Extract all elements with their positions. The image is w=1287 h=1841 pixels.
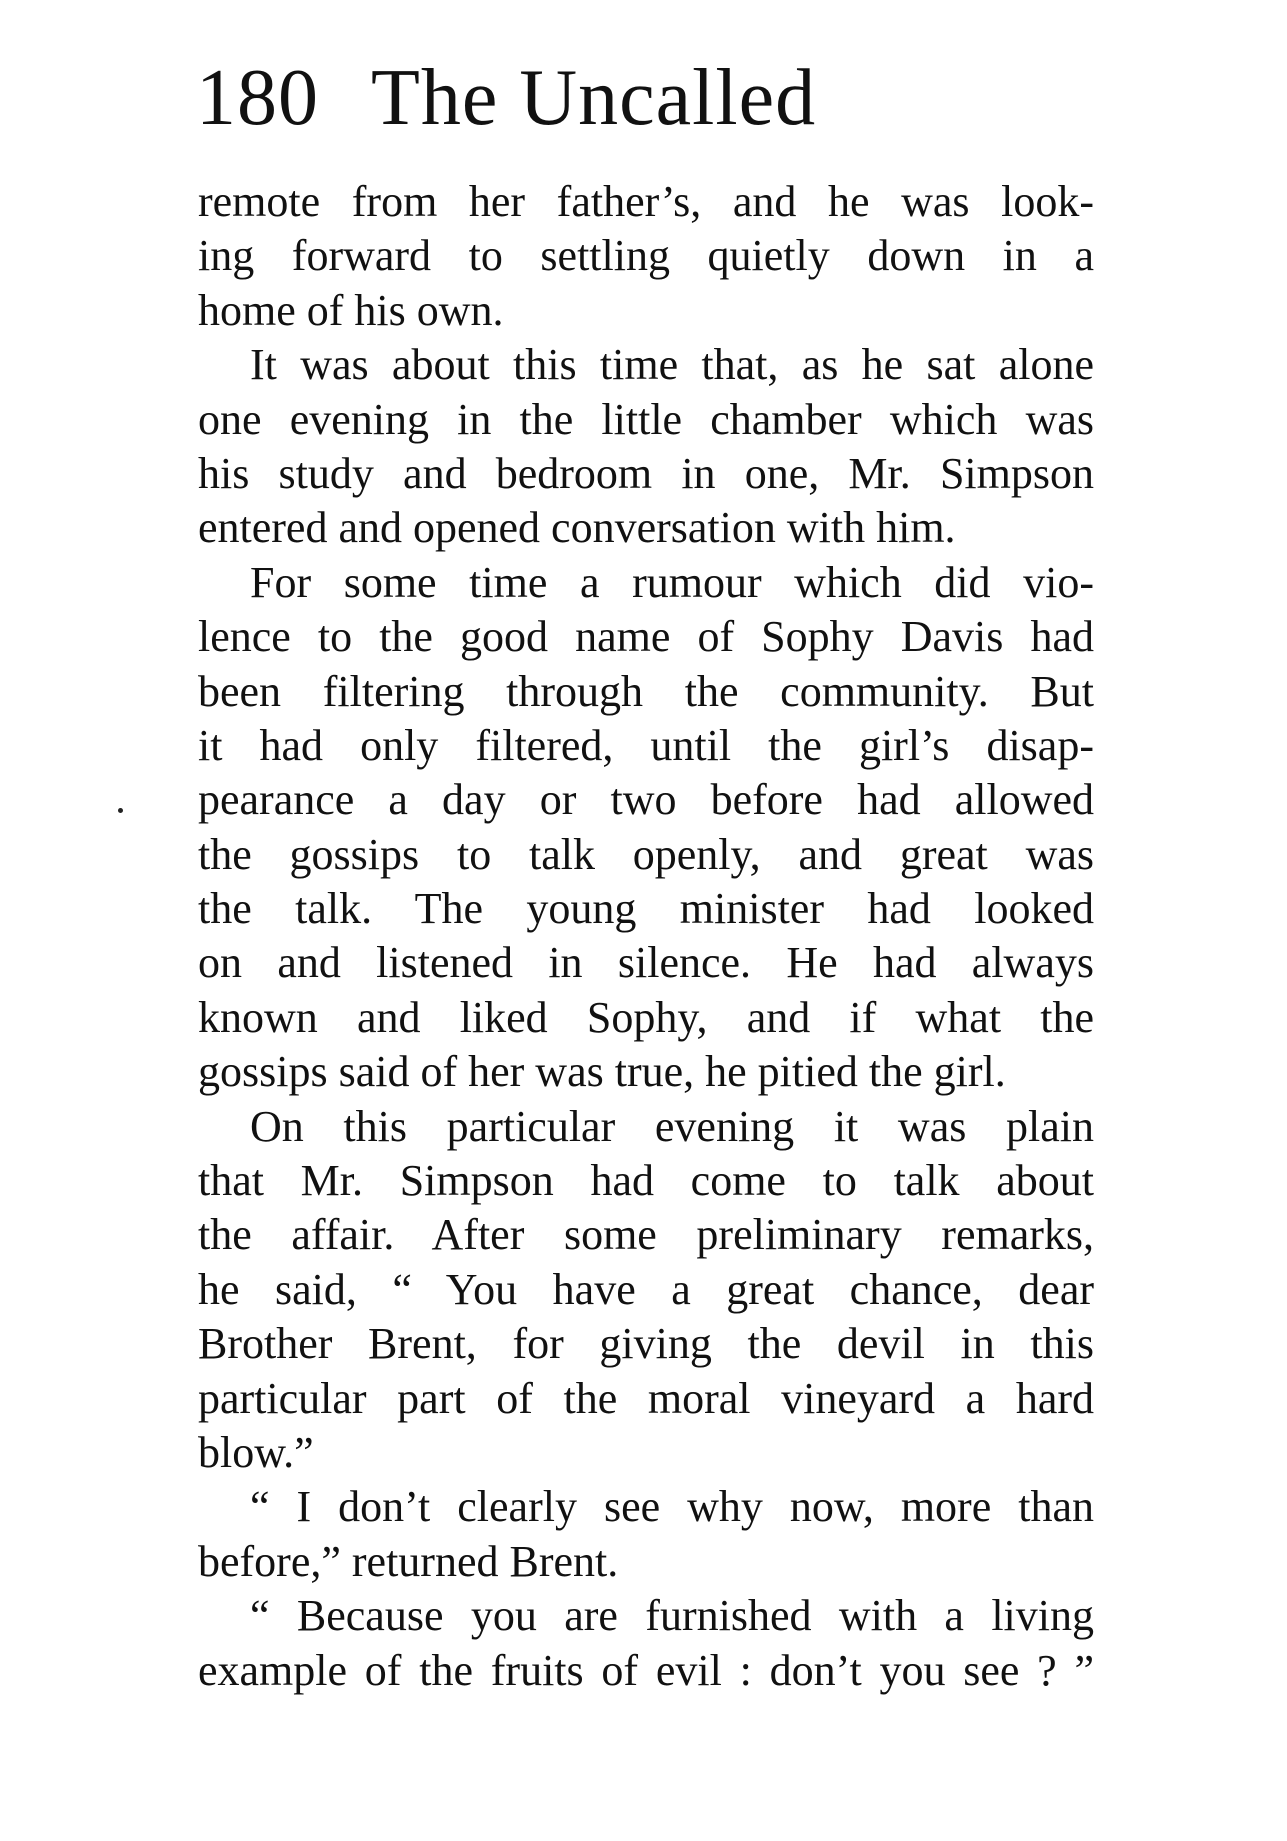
text-line: particular part of the moral vineyard a hard — [198, 1373, 1094, 1423]
text-line: ing forward to settling quietly down in a — [198, 231, 1094, 281]
text-line: been filtering through the community. But — [198, 666, 1094, 716]
text-line: before,” returned Brent. — [198, 1536, 619, 1586]
text-line: he said, “ You have a great chance, dear — [198, 1264, 1094, 1314]
text-line: Brother Brent, for giving the devil in this — [198, 1319, 1094, 1369]
text-line: it had only filtered, until the girl’s disap- — [198, 720, 1094, 770]
text-line: known and liked Sophy, and if what the — [198, 992, 1094, 1042]
text-line: entered and opened conversation with him. — [198, 503, 956, 553]
text-line: lence to the good name of Sophy Davis had — [198, 612, 1094, 662]
text-line: For some time a rumour which did vio- — [250, 557, 1094, 607]
text-line: On this particular evening it was plain — [250, 1101, 1094, 1151]
text-line: one evening in the little chamber which was — [198, 394, 1094, 444]
scan-speck — [118, 808, 123, 813]
text-line: gossips said of her was true, he pitied the girl. — [198, 1047, 1006, 1097]
text-line: remote from her father’s, and he was look- — [198, 177, 1094, 226]
text-line: pearance a day or two before had allowed — [198, 775, 1094, 825]
body-text — [198, 175, 1094, 1698]
page-number: 180 — [196, 54, 319, 142]
text-line: the affair. After some preliminary remarks, — [198, 1210, 1094, 1260]
text-line: the talk. The young minister had looked — [198, 884, 1094, 934]
text-line: “ Because you are furnished with a living — [250, 1591, 1094, 1641]
text-line: It was about this time that, as he sat alone — [250, 340, 1094, 390]
text-line: blow.” — [198, 1427, 314, 1477]
text-line: the gossips to talk openly, and great was — [198, 829, 1094, 879]
text-line: home of his own. — [198, 285, 504, 335]
text-line: on and listened in silence. He had always — [198, 938, 1094, 988]
text-line: that Mr. Simpson had come to talk about — [198, 1156, 1094, 1206]
text-line: his study and bedroom in one, Mr. Simpson — [198, 448, 1094, 498]
text-line: example of the fruits of evil : don’t you see ? ” — [198, 1645, 1094, 1695]
running-head — [196, 54, 817, 142]
text-line: “ I don’t clearly see why now, more than — [250, 1482, 1094, 1532]
book-title: The Uncalled — [371, 54, 817, 142]
